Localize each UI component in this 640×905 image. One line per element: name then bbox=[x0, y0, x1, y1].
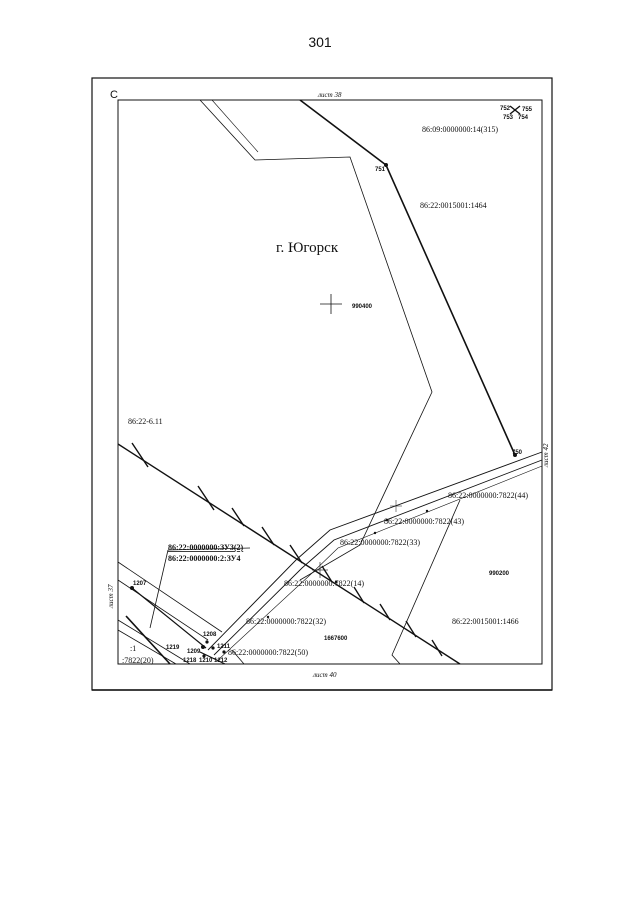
parcel-label-7822-32: 86:22:0000000:7822(32) bbox=[246, 617, 326, 626]
page-number: 301 bbox=[308, 34, 332, 50]
parcel-label-zu3: 86:22:0000000:ЗУ3(2) bbox=[168, 543, 244, 552]
parcel-label-7822-33: 86:22:0000000:7822(33) bbox=[340, 538, 420, 547]
point-label-1212: 1212 bbox=[214, 658, 228, 664]
grid-label-1667600: 1667600 bbox=[324, 636, 348, 642]
grid-label-990400: 990400 bbox=[352, 304, 373, 310]
parcel-label-zu4: 86:22:0000000:2:ЗУ4 bbox=[168, 554, 241, 563]
corner-letter: C bbox=[110, 89, 118, 101]
point-label-1210: 1210 bbox=[199, 658, 213, 664]
point-label-1207: 1207 bbox=[133, 581, 147, 587]
grid-cross-center bbox=[312, 562, 328, 578]
point-label-750: 750 bbox=[512, 450, 523, 456]
point-label-752: 752 bbox=[500, 106, 511, 112]
parcel-label-left-2: :7822(20) bbox=[122, 656, 154, 665]
parcel-label-7822-43: 86:22:0000000:7822(43) bbox=[384, 517, 464, 526]
grid-cross-990400 bbox=[320, 294, 342, 314]
parcel-label-7822-50: 86:22:0000000:7822(50) bbox=[228, 648, 308, 657]
point-label-1211: 1211 bbox=[217, 644, 231, 650]
grid-cross-road bbox=[390, 500, 402, 512]
sheet-ref-top: лист 38 bbox=[318, 91, 342, 99]
point-label-754: 754 bbox=[518, 115, 529, 121]
parcel-label-14-315: 86:09:0000000:14(315) bbox=[422, 125, 498, 134]
sheet-ref-right: лист 42 bbox=[542, 443, 550, 467]
lower-left-lines bbox=[118, 548, 250, 664]
point-label-1219: 1219 bbox=[166, 645, 180, 651]
grid-label-990200: 990200 bbox=[489, 571, 510, 577]
sheet-ref-left: лист 37 bbox=[107, 584, 115, 608]
point-cluster-752 bbox=[510, 106, 520, 114]
point-label-755: 755 bbox=[522, 107, 533, 113]
parcel-label-6-11: 86:22-6.11 bbox=[128, 417, 163, 426]
point-label-751: 751 bbox=[375, 167, 386, 173]
point-label-1209: 1209 bbox=[187, 649, 201, 655]
point-label-753: 753 bbox=[503, 115, 514, 121]
parcel-label-1464: 86:22:0015001:1464 bbox=[420, 201, 487, 210]
territory-boundary bbox=[200, 100, 432, 580]
parcel-label-1466: 86:22:0015001:1466 bbox=[452, 617, 519, 626]
city-label: г. Югорск bbox=[276, 240, 339, 256]
parcel-label-left-1: :1 bbox=[130, 644, 137, 653]
boundary-751-750 bbox=[300, 100, 515, 455]
sheet-ref-bottom: лист 40 bbox=[313, 671, 337, 679]
point-label-1218: 1218 bbox=[183, 658, 197, 664]
parcel-label-7822-14: 86:22:0000000:7822(14) bbox=[284, 579, 364, 588]
parcel-label-7822-44: 86:22:0000000:7822(44) bbox=[448, 491, 528, 500]
point-label-1208: 1208 bbox=[203, 632, 217, 638]
